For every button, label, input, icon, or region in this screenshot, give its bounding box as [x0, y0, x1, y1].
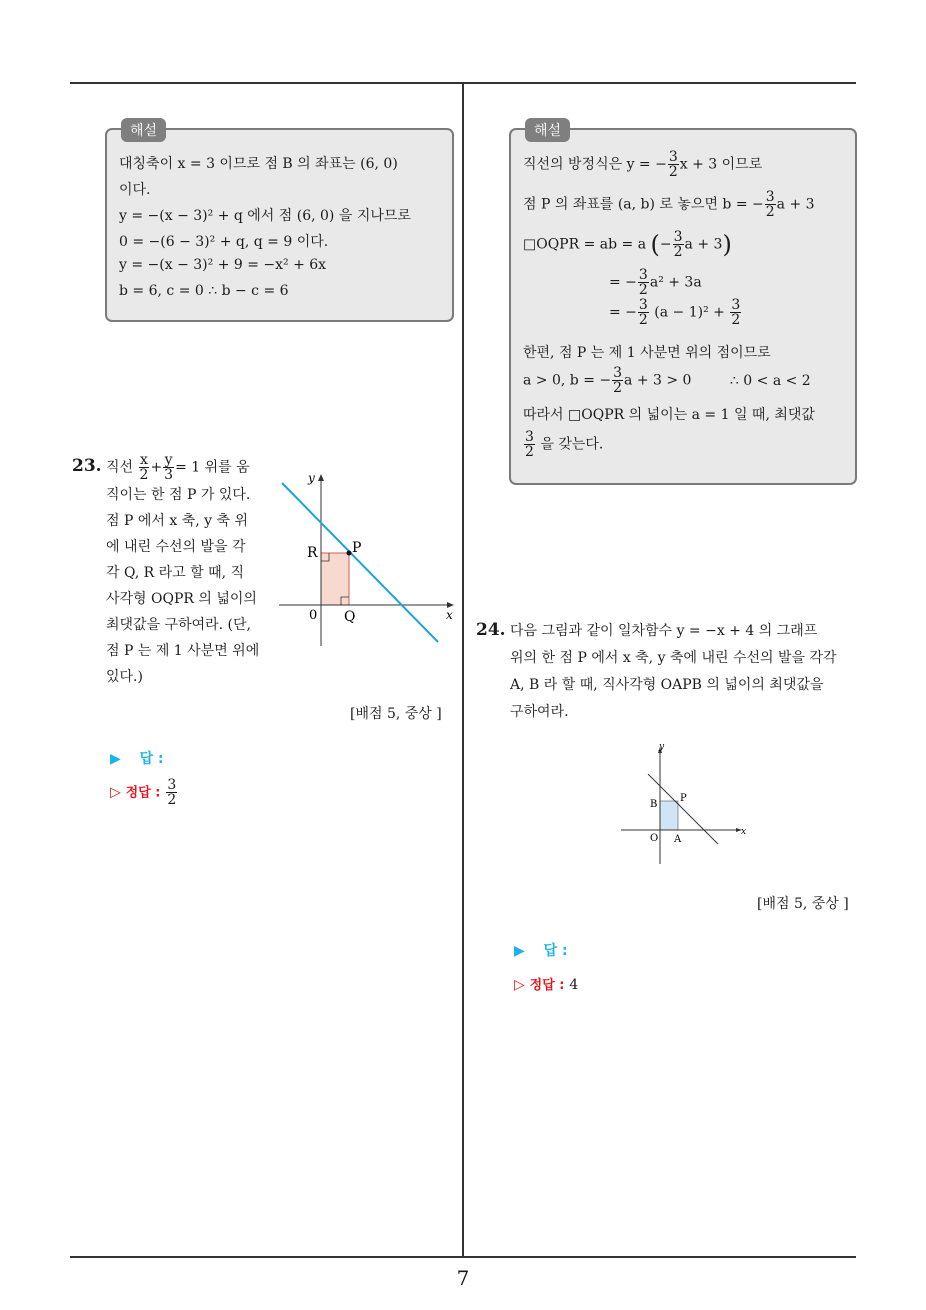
solution-line [523, 190, 815, 219]
question-line: 최댓값을 구하여라. (단, [106, 617, 251, 633]
text: a + 3 > 0 [624, 372, 692, 389]
question-line: 사각형 OQPR 의 넓이의 [106, 591, 257, 607]
question-line: 구하여라. [510, 704, 569, 720]
text: 직선 [106, 459, 134, 476]
y-axis-label: y [308, 471, 315, 485]
solution-line: 대칭축이 x = 3 이므로 점 B 의 좌표는 (6, 0) [119, 156, 398, 172]
left-solution-box [105, 123, 454, 322]
question-line: 있다.) [106, 669, 143, 685]
denominator: 2 [525, 444, 534, 460]
text: − [659, 236, 672, 253]
denominator: 2 [731, 312, 741, 328]
text: x + 3 이므로 [679, 156, 763, 173]
numerator: 3 [638, 297, 648, 313]
numerator: y [164, 452, 173, 468]
solution-line: 이다. [119, 182, 151, 198]
point-r-label: R [307, 545, 318, 561]
text: a > 0, b = − [523, 372, 612, 389]
denominator: 2 [765, 204, 775, 220]
point-b-label: B [650, 799, 658, 810]
numerator: 3 [731, 297, 741, 313]
point-p-label: P [352, 540, 362, 556]
denominator: 2 [673, 244, 683, 260]
text: 점 P 의 좌표를 (a, b) 로 놓으면 b = − [523, 196, 764, 213]
fraction [524, 430, 535, 459]
denominator: 2 [613, 380, 623, 396]
question-line: 위의 한 점 P 에서 x 축, y 축에 내린 수선의 발을 각각 [510, 650, 837, 666]
point-p [347, 551, 352, 556]
question-23-number: 23. [72, 456, 102, 476]
question-24-answer-row [514, 940, 568, 960]
right-solution-box [509, 123, 857, 485]
solution-line: b = 6, c = 0 ∴ b − c = 6 [119, 283, 289, 299]
question-23-correct-row [110, 778, 178, 807]
fraction [612, 366, 623, 395]
origin-label: 0 [309, 608, 318, 623]
denominator: 2 [638, 282, 648, 298]
outline-arrow-icon: ▷ [514, 977, 525, 993]
numerator: 3 [525, 429, 534, 445]
text: a + 3 [776, 196, 815, 213]
text: a + 3 [684, 236, 723, 253]
numerator: 3 [765, 189, 775, 205]
correct-label: 정답 : [125, 785, 161, 801]
numerator: 3 [668, 149, 678, 165]
play-arrow-icon: ▶ [514, 943, 525, 959]
question-24-text [510, 618, 860, 726]
solution-line: 0 = −(6 − 3)² + q, q = 9 이다. [119, 234, 329, 250]
page-number: 7 [456, 1266, 470, 1290]
denominator: 3 [164, 467, 174, 483]
question-line: 점 P 에서 x 축, y 축 위 [106, 513, 248, 529]
numerator: 3 [673, 229, 683, 245]
y-axis-label: y [659, 742, 665, 752]
text: ∴ 0 < a < 2 [729, 372, 811, 389]
question-24-graph [616, 738, 750, 868]
question-line: 각 Q, R 라고 할 때, 직 [106, 565, 245, 581]
fraction [765, 190, 776, 219]
x-axis-label: x [446, 608, 453, 622]
solution-line [523, 230, 732, 259]
text: = − [609, 304, 637, 321]
paren: ) [722, 230, 732, 259]
question-line: 점 P 는 제 1 사분면 위에 [106, 643, 260, 659]
line-graph [282, 483, 438, 642]
fraction [638, 298, 649, 327]
solution-line [609, 298, 742, 327]
question-line: 에 내린 수선의 발을 각 [106, 539, 246, 555]
text: □OQPR = ab = a [523, 236, 647, 253]
numerator: 3 [613, 365, 623, 381]
question-23-text [106, 453, 276, 690]
solution-line: 따라서 □OQPR 의 넓이는 a = 1 일 때, 최댓값 [523, 407, 815, 423]
fraction [139, 453, 150, 482]
question-24-number: 24. [476, 620, 506, 640]
question-line: 다음 그림과 같이 일차함수 y = −x + 4 의 그래프 [510, 623, 818, 639]
correct-answer-fraction [166, 778, 177, 807]
fraction [730, 298, 741, 327]
answer-label: 답 : [139, 751, 164, 767]
line-graph [648, 774, 718, 844]
solution-line: y = −(x − 3)² + q 에서 점 (6, 0) 을 지나므로 [119, 208, 411, 224]
denominator: 2 [139, 467, 149, 483]
bottom-rule [70, 1256, 856, 1258]
fraction [668, 150, 679, 179]
denominator: 2 [638, 312, 648, 328]
question-24-correct-row [514, 974, 578, 993]
solution-line [523, 366, 811, 395]
solution-tag: 해설 [525, 118, 570, 142]
answer-label: 답 : [543, 943, 568, 959]
fraction [163, 453, 174, 482]
text: = − [609, 274, 637, 291]
paren: ( [650, 230, 660, 259]
text: 을 갖는다. [540, 436, 604, 453]
denominator: 2 [668, 164, 678, 180]
question-24-score: [배점 5, 중상 ] [757, 896, 849, 912]
text: 직선의 방정식은 y = − [523, 156, 667, 173]
column-divider [462, 84, 464, 1256]
origin-label: O [650, 833, 659, 844]
question-23-score: [배점 5, 중상 ] [350, 706, 442, 722]
numerator: 3 [638, 267, 648, 283]
point-p-label: P [680, 793, 687, 804]
fraction [673, 230, 684, 259]
point-q-label: Q [344, 609, 356, 625]
solution-line [523, 150, 762, 179]
question-line: 직이는 한 점 P 가 있다. [106, 487, 251, 503]
x-axis-label: x [741, 827, 747, 837]
solution-line [609, 268, 702, 297]
question-line [106, 453, 276, 482]
text: (a − 1)² + [654, 304, 725, 321]
text: + [150, 459, 163, 476]
solution-line: 한편, 점 P 는 제 1 사분면 위의 점이므로 [523, 345, 771, 361]
correct-label: 정답 : [529, 978, 565, 993]
solution-tag: 해설 [121, 118, 166, 142]
outline-arrow-icon: ▷ [110, 784, 121, 801]
point-a-label: A [674, 834, 682, 845]
correct-answer-value: 4 [569, 977, 579, 993]
play-arrow-icon: ▶ [110, 751, 121, 767]
numerator: x [140, 452, 148, 468]
solution-line [523, 430, 603, 459]
question-line: A, B 라 할 때, 직사각형 OAPB 의 넓이의 최댓값을 [510, 677, 824, 693]
rectangle-oapb [660, 801, 678, 830]
y-axis-arrow [318, 474, 324, 481]
text: = 1 위를 움 [175, 459, 250, 476]
fraction [638, 268, 649, 297]
question-23-answer-row [110, 748, 164, 768]
numerator: 3 [167, 777, 177, 793]
solution-line: y = −(x − 3)² + 9 = −x² + 6x [119, 257, 327, 273]
text: a² + 3a [649, 274, 702, 291]
denominator: 2 [167, 792, 177, 808]
question-23-graph [274, 468, 460, 648]
